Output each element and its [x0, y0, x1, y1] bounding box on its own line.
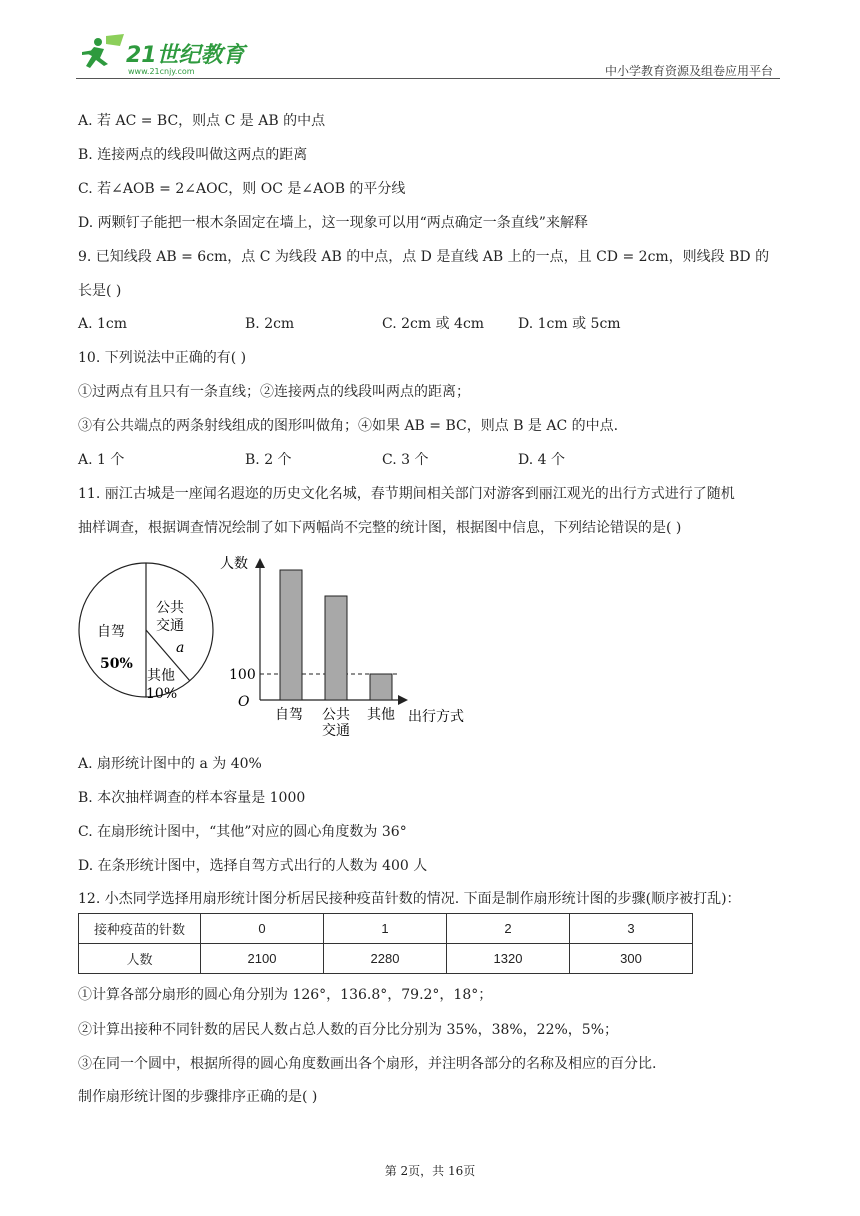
bar-chart: [220, 555, 464, 739]
q9-stem-cont: 长是( ): [78, 283, 122, 299]
bar-category-other: 其他: [367, 707, 395, 723]
page-header: [0, 0, 860, 82]
table-row-header: 接种疫苗的针数: [79, 914, 201, 944]
pie-label-self: 自驾: [97, 624, 125, 640]
q11-stem: 11. 丽江古城是一座闻名遐迩的历史文化名城，春节期间相关部门对游客到丽江观光的出行方式进行了随机: [78, 486, 735, 502]
table-cell: 3: [570, 914, 693, 944]
q11-stem-cont: 抽样调查，根据调查情况绘制了如下两幅尚不完整的统计图，根据图中信息，下列结论错误的是( ): [78, 520, 682, 536]
bar-category-self: 自驾: [275, 707, 303, 723]
x-axis-arrow-icon: [398, 695, 408, 705]
q12-question: 制作扇形统计图的步骤排序正确的是( ): [78, 1089, 318, 1105]
q10-statement-2: ③有公共端点的两条射线组成的图形叫做角；④如果 AB = BC，则点 B 是 AC 的中点.: [78, 418, 619, 434]
q9-stem: 9. 已知线段 AB = 6cm，点 C 为线段 AB 的中点，点 D 是直线 AB 上的一点，且 CD = 2cm，则线段 BD 的: [78, 249, 770, 265]
bar-origin: O: [238, 694, 250, 710]
q9-option-c: C. 2cm 或 4cm: [382, 316, 485, 332]
bar-ylabel: 人数: [220, 556, 248, 572]
pie-label-public-1: 公共: [156, 600, 184, 616]
table-cell: 300: [570, 944, 693, 974]
bar-0: [280, 570, 302, 700]
q11-figure: [78, 548, 478, 748]
pie-value-self: 50%: [100, 656, 133, 672]
bar-2: [370, 674, 392, 700]
table-cell: 0: [201, 914, 324, 944]
q10-option-c: C. 3 个: [382, 452, 429, 468]
table-row-header: 人数: [79, 944, 201, 974]
svg-text:www.21cnjy.com: www.21cnjy.com: [128, 67, 195, 76]
pie-chart: [79, 563, 213, 702]
bar-category-public-2: 交通: [322, 723, 350, 739]
q8-option-b: B. 连接两点的线段叫做这两点的距离: [78, 147, 308, 163]
page-number: 第 2页，共 16页: [384, 1164, 476, 1178]
bar-xlabel: 出行方式: [408, 709, 464, 725]
q12-step-3: ③在同一个圆中，根据所得的圆心角度数画出各个扇形，并注明各部分的名称及相应的百分比.: [78, 1056, 657, 1072]
pie-label-public-2: 交通: [156, 618, 184, 634]
q10-statement-1: ①过两点有且只有一条直线；②连接两点的线段叫两点的距离；: [78, 384, 470, 400]
bar-tick-100: 100: [229, 667, 256, 683]
bar-category-public-1: 公共: [322, 707, 350, 723]
q9-option-d: D. 1cm 或 5cm: [518, 316, 621, 332]
q11-option-d: D. 在条形统计图中，选择自驾方式出行的人数为 400 人: [78, 858, 428, 874]
table-cell: 2100: [201, 944, 324, 974]
q11-option-a: A. 扇形统计图中的 a 为 40%: [78, 756, 262, 772]
table-row: [79, 944, 693, 974]
q11-option-c: C. 在扇形统计图中，“其他”对应的圆心角度数为 36°: [78, 824, 407, 840]
flag-icon: [106, 34, 124, 46]
q9-option-b: B. 2cm: [245, 316, 295, 332]
q8-option-a: A. 若 AC = BC，则点 C 是 AB 的中点: [78, 113, 326, 129]
pie-label-other: 其他: [147, 668, 175, 684]
q12-step-1: ①计算各部分扇形的圆心角分别为 126°，136.8°，79.2°，18°；: [78, 987, 493, 1003]
header-divider: [76, 78, 780, 79]
bar-1: [325, 596, 347, 700]
q11-option-b: B. 本次抽样调查的样本容量是 1000: [78, 790, 306, 806]
table-cell: 2: [447, 914, 570, 944]
platform-name: 中小学教育资源及组卷应用平台: [604, 64, 773, 78]
runner-icon: [82, 38, 108, 68]
table-row: [79, 914, 693, 944]
q10-option-d: D. 4 个: [518, 452, 565, 468]
q9-option-a: A. 1cm: [78, 316, 128, 332]
q10-option-a: A. 1 个: [78, 452, 125, 468]
q10-option-b: B. 2 个: [245, 452, 292, 468]
q12-stem: 12. 小杰同学选择用扇形统计图分析居民接种疫苗针数的情况. 下面是制作扇形统计图的步骤(顺序被打乱)：: [78, 891, 741, 907]
vaccine-table: [78, 913, 693, 974]
table-cell: 2280: [324, 944, 447, 974]
q12-step-2: ②计算出接种不同针数的居民人数占总人数的百分比分别为 35%，38%，22%，5%；: [78, 1022, 619, 1038]
pie-value-public: a: [176, 640, 185, 656]
pie-value-other: 10%: [146, 686, 178, 702]
logo-21cnjy: [76, 32, 256, 78]
table-cell: 1320: [447, 944, 570, 974]
q8-option-d: D. 两颗钉子能把一根木条固定在墙上，这一现象可以用“两点确定一条直线”来解释: [78, 215, 588, 231]
y-axis-arrow-icon: [255, 558, 265, 568]
q8-option-c: C. 若∠AOB = 2∠AOC，则 OC 是∠AOB 的平分线: [78, 181, 406, 197]
svg-text:21世纪教育: 21世纪教育: [126, 43, 245, 68]
table-cell: 1: [324, 914, 447, 944]
q10-stem: 10. 下列说法中正确的有( ): [78, 350, 247, 366]
